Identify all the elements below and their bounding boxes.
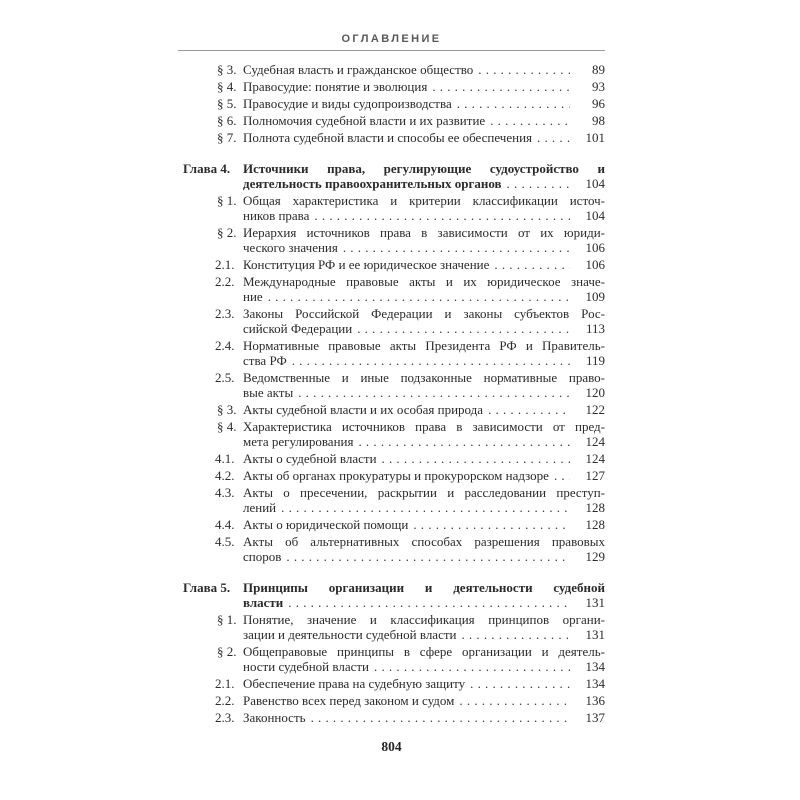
entry-label: 2.3. [215,710,235,725]
dot-leader [413,517,570,532]
toc-list [178,62,605,725]
entry-label: § 4. [217,419,237,434]
entry-last-line [243,240,605,255]
dot-leader [268,289,570,304]
entry-page-number: 122 [585,402,605,417]
entry-text: Конституция РФ и ее юридическое значение [243,257,490,272]
entry-page-number: 104 [585,176,605,191]
page-title: ОГЛАВЛЕНИЕ [341,33,442,45]
toc-entry [178,370,605,400]
dot-leader [311,710,570,725]
entry-page-number: 98 [592,113,605,128]
toc-entry [178,306,605,336]
entry-last-line [243,710,605,725]
toc-entry [178,676,605,691]
entry-text: вые акты [243,385,294,400]
entry-last-line [243,402,605,417]
entry-text: Полнота судебной власти и способы ее обеспечения [243,130,533,145]
entry-last-line [243,595,605,610]
entry-text: власти [243,595,284,610]
entry-label: § 2. [217,644,237,659]
entry-page-number: 127 [585,468,605,483]
entry-last-line [243,451,605,466]
entry-text-line: Общеправовые принципы в сфере организации и деятель- [243,644,605,659]
entry-text: Законность [243,710,306,725]
dot-leader [314,208,570,223]
entry-label: 2.1. [215,676,235,691]
dot-leader [357,321,570,336]
entry-text-line: Международные правовые акты и их юридическое значе- [243,274,605,289]
entry-text: ников права [243,208,310,223]
entry-text: Полномочия судебной власти и их развитие [243,113,486,128]
entry-page-number: 104 [585,208,605,223]
entry-last-line [243,517,605,532]
entry-page-number: 131 [585,595,605,610]
entry-label: 2.3. [215,306,235,321]
entry-text-line: Характеристика источников права в зависимости от пред- [243,419,605,434]
entry-text: Обеспечение права на судебную защиту [243,676,466,691]
dot-leader [281,500,570,515]
entry-text-line: Иерархия источников права в зависимости от их юриди- [243,225,605,240]
toc-entry [178,451,605,466]
entry-last-line [243,434,605,449]
entry-text: мета регулирования [243,434,354,449]
dot-leader [494,257,570,272]
dot-leader [507,176,570,191]
entry-label: § 1. [217,193,237,208]
entry-text: ние [243,289,263,304]
toc-entry [178,485,605,515]
toc-entry [178,468,605,483]
entry-label: § 1. [217,612,237,627]
toc-entry [178,338,605,368]
entry-last-line [243,130,605,145]
entry-label: 4.4. [215,517,235,532]
entry-text-line: Источники права, регулирующие судоустройство и [243,161,605,176]
entry-text-line: Ведомственные и иные подзаконные нормативные право- [243,370,605,385]
entry-label: § 2. [217,225,237,240]
entry-text: ности судебной власти [243,659,370,674]
entry-text-line: Принципы организации и деятельности судебной [243,580,605,595]
toc-entry [178,693,605,708]
entry-text: ческого значения [243,240,338,255]
dot-leader [488,402,570,417]
entry-page-number: 134 [585,659,605,674]
entry-last-line [243,549,605,564]
entry-text: Акты об органах прокуратуры и прокурорском надзоре [243,468,549,483]
entry-last-line [243,693,605,708]
entry-page-number: 128 [585,500,605,515]
entry-label: § 3. [217,402,237,417]
dot-leader [298,385,570,400]
entry-text: сийской Федерации [243,321,353,336]
header-rule [178,50,605,51]
toc-entry [178,62,605,77]
toc-entry [178,402,605,417]
entry-page-number: 137 [585,710,605,725]
dot-leader [490,113,570,128]
entry-text: споров [243,549,282,564]
folio-page-number: 804 [381,739,402,754]
entry-page-number: 109 [585,289,605,304]
entry-text-line: Понятие, значение и классификация принципов органи- [243,612,605,627]
dot-leader [432,79,570,94]
entry-page-number: 101 [585,130,605,145]
toc-entry [178,113,605,128]
entry-label: 2.2. [215,274,235,289]
dot-leader [457,96,570,111]
entry-text-line: Акты об альтернативных способах разрешения правовых [243,534,605,549]
entry-last-line [243,62,605,77]
entry-last-line [243,659,605,674]
entry-page-number: 106 [585,257,605,272]
toc-entry [178,419,605,449]
toc-entry [178,644,605,674]
dot-leader [459,693,570,708]
entry-last-line [243,208,605,223]
toc-entry [178,710,605,725]
entry-page-number: 129 [585,549,605,564]
entry-text: ства РФ [243,353,287,368]
entry-text-line: Акты о пресечении, раскрытии и расследовании преступ- [243,485,605,500]
entry-last-line [243,257,605,272]
entry-text-line: Общая характеристика и критерии классификации источ- [243,193,605,208]
entry-page-number: 136 [585,693,605,708]
entry-text: деятельность правоохранительных органов [243,176,502,191]
entry-page-number: 119 [585,353,605,368]
entry-label: 4.1. [215,451,235,466]
toc-entry [178,193,605,223]
entry-last-line [243,500,605,515]
entry-text: Правосудие: понятие и эволюция [243,79,428,94]
toc-entry [178,225,605,255]
dot-leader [358,434,570,449]
entry-last-line [243,385,605,400]
entry-label: § 3. [217,62,237,77]
entry-label: Глава 5. [183,580,231,595]
entry-text: лений [243,500,277,515]
dot-leader [470,676,570,691]
entry-text: Акты о судебной власти [243,451,377,466]
entry-page-number: 120 [585,385,605,400]
entry-last-line [243,353,605,368]
entry-label: § 7. [217,130,237,145]
toc-entry [178,612,605,642]
entry-text: Равенство всех перед законом и судом [243,693,455,708]
toc-entry [178,79,605,94]
entry-label: § 4. [217,79,237,94]
entry-page-number: 96 [592,96,605,111]
toc-entry [178,274,605,304]
entry-label: 2.2. [215,693,235,708]
entry-page-number: 106 [585,240,605,255]
dot-leader [343,240,570,255]
entry-text: Акты о юридической помощи [243,517,409,532]
entry-page-number: 113 [585,321,605,336]
page-content [178,0,605,755]
toc-entry [178,96,605,111]
entry-label: § 6. [217,113,237,128]
toc-entry [178,517,605,532]
dot-leader [478,62,570,77]
entry-page-number: 124 [585,434,605,449]
dot-leader [286,549,570,564]
toc-entry [178,130,605,145]
entry-last-line [243,96,605,111]
entry-text: Правосудие и виды судопроизводства [243,96,452,111]
entry-last-line [243,289,605,304]
dot-leader [461,627,570,642]
entry-text-line: Нормативные правовые акты Президента РФ и Правитель- [243,338,605,353]
entry-last-line [243,113,605,128]
toc-chapter-heading [178,580,605,610]
entry-label: 2.1. [215,257,235,272]
entry-last-line [243,676,605,691]
entry-page-number: 128 [585,517,605,532]
entry-label: 4.3. [215,485,235,500]
entry-page-number: 89 [592,62,605,77]
entry-last-line [243,627,605,642]
dot-leader [374,659,570,674]
entry-last-line [243,468,605,483]
entry-page-number: 124 [585,451,605,466]
entry-label: 4.2. [215,468,235,483]
entry-text-line: Законы Российской Федерации и законы субъектов Рос- [243,306,605,321]
entry-label: Глава 4. [183,161,231,176]
entry-text: зации и деятельности судебной власти [243,627,457,642]
entry-text: Судебная власть и гражданское общество [243,62,474,77]
entry-last-line [243,79,605,94]
dot-leader [554,468,570,483]
entry-page-number: 131 [585,627,605,642]
entry-label: 2.5. [215,370,235,385]
toc-entry [178,257,605,272]
dot-leader [537,130,570,145]
entry-label: § 5. [217,96,237,111]
dot-leader [292,353,570,368]
entry-last-line [243,321,605,336]
entry-label: 2.4. [215,338,235,353]
dot-leader [382,451,570,466]
entry-last-line [243,176,605,191]
toc-chapter-heading [178,161,605,191]
entry-page-number: 93 [592,79,605,94]
toc-entry [178,534,605,564]
entry-page-number: 134 [585,676,605,691]
entry-text: Акты судебной власти и их особая природа [243,402,484,417]
dot-leader [288,595,570,610]
entry-label: 4.5. [215,534,235,549]
